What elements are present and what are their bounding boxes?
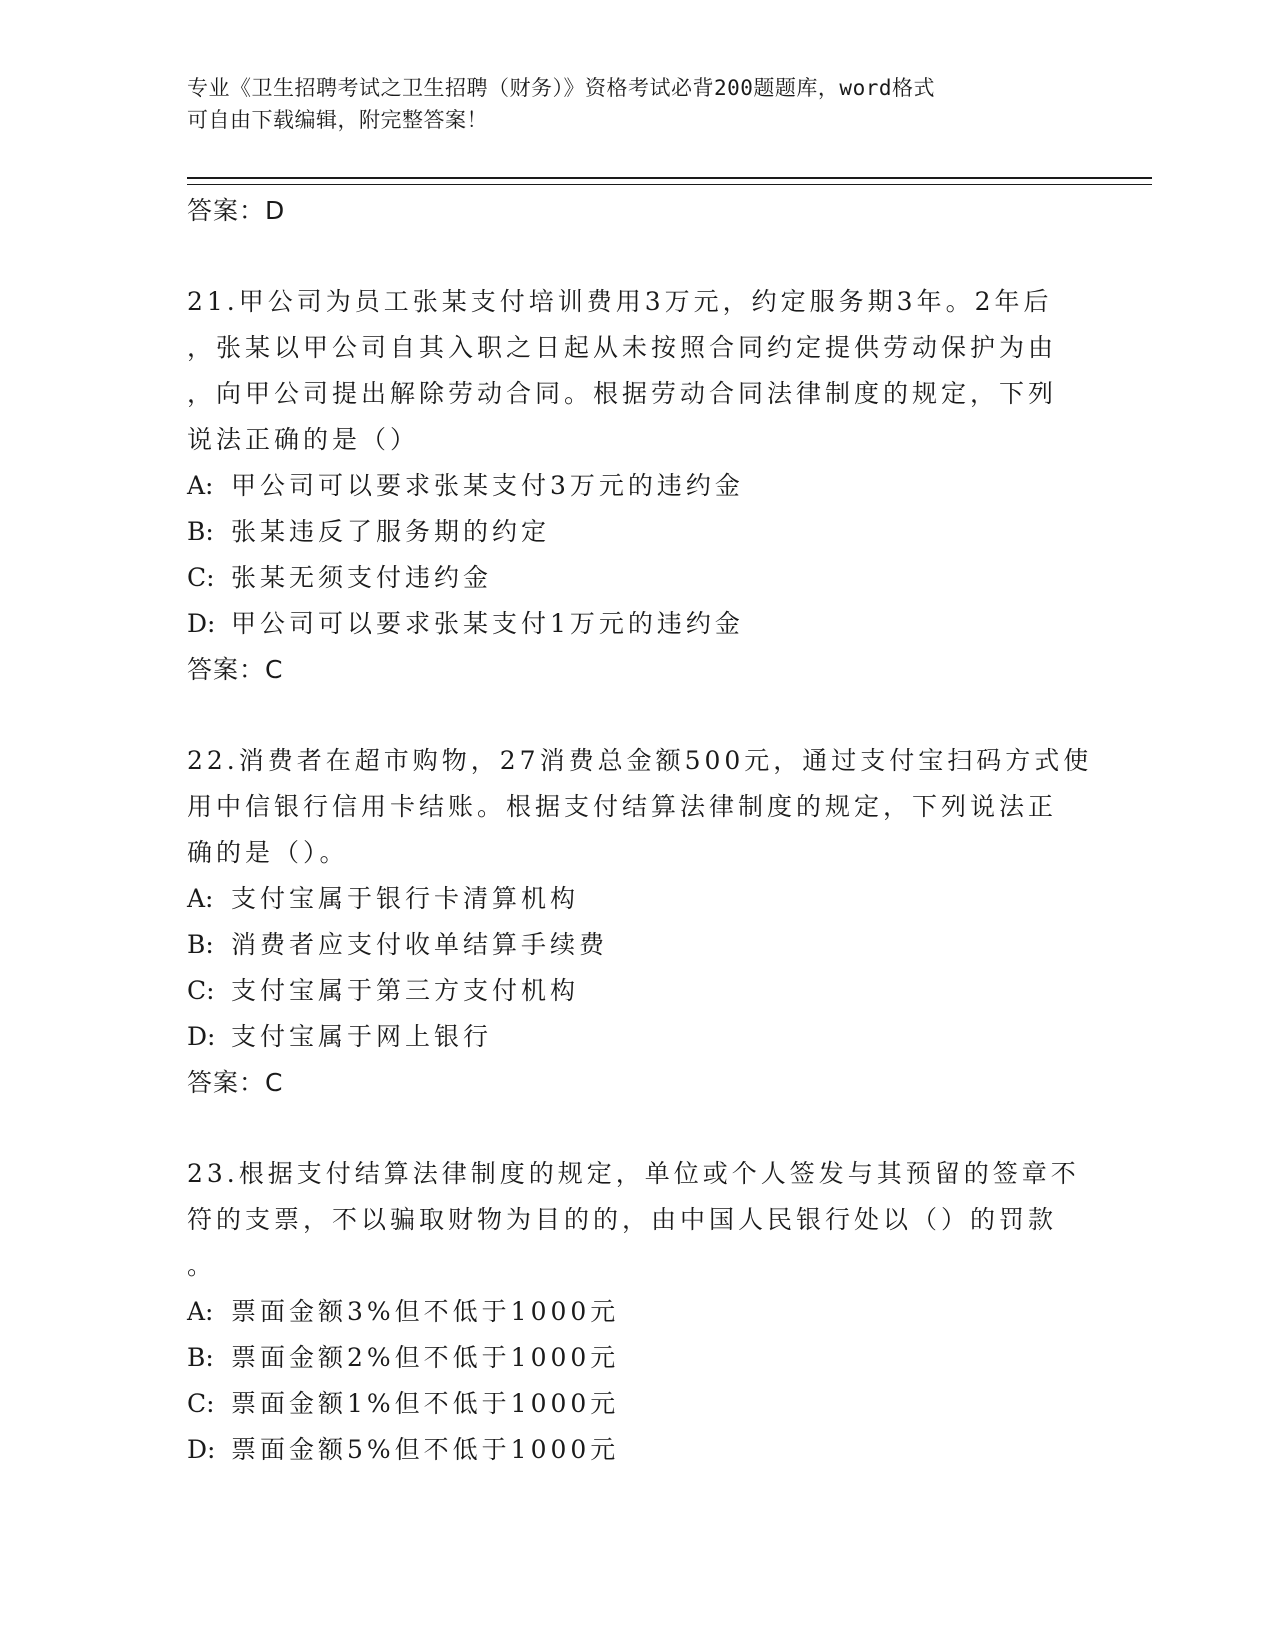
- option-text: 甲公司可以要求张某支付3万元的违约金: [231, 471, 744, 500]
- question-23: [187, 1151, 1087, 1473]
- document-body: [187, 188, 1093, 1473]
- option-text: 票面金额5%但不低于1000元: [231, 1435, 620, 1464]
- question-stem-line: 。: [187, 1251, 217, 1280]
- option-letter: A:: [187, 471, 214, 500]
- option-letter: C:: [187, 976, 215, 1005]
- question-stem-line: 说法正确的是（）: [187, 425, 420, 454]
- option-c: [187, 1381, 1087, 1427]
- question-21: [187, 279, 1087, 693]
- question-stem-line: ，张某以甲公司自其入职之日起从未按照合同约定提供劳动保护为由: [187, 333, 1058, 362]
- option-letter: C:: [187, 1389, 215, 1418]
- option-a: [187, 876, 1087, 922]
- spacer: [187, 1106, 1087, 1151]
- question-stem-line: 确的是（）。: [187, 838, 349, 867]
- question-stem-line: 21.甲公司为员工张某支付培训费用3万元，约定服务期3年。2年后: [187, 287, 1053, 316]
- option-letter: B:: [187, 1343, 214, 1372]
- option-letter: B:: [187, 930, 214, 959]
- option-letter: D:: [187, 1022, 216, 1051]
- question-stem-line: 符的支票，不以骗取财物为目的的，由中国人民银行处以（）的罚款: [187, 1205, 1058, 1234]
- page-header: [187, 72, 1087, 136]
- answer-text: 答案：D: [187, 196, 286, 225]
- option-b: [187, 922, 1087, 968]
- header-divider: [187, 177, 1152, 185]
- option-letter: C:: [187, 563, 215, 592]
- option-b: [187, 1335, 1087, 1381]
- option-d: [187, 1427, 1087, 1473]
- answer-text: 答案：C: [187, 1068, 284, 1097]
- option-c: [187, 968, 1087, 1014]
- question-22: [187, 738, 1093, 1106]
- option-text: 票面金额1%但不低于1000元: [231, 1389, 620, 1418]
- question-stem-line: 用中信银行信用卡结账。根据支付结算法律制度的规定，下列说法正: [187, 792, 1058, 821]
- option-text: 支付宝属于第三方支付机构: [231, 976, 580, 1005]
- question-stem-line: ，向甲公司提出解除劳动合同。根据劳动合同法律制度的规定，下列: [187, 379, 1058, 408]
- option-text: 甲公司可以要求张某支付1万元的违约金: [231, 609, 744, 638]
- option-letter: D:: [187, 609, 216, 638]
- spacer: [187, 693, 1087, 738]
- option-d: [187, 601, 1087, 647]
- option-text: 支付宝属于网上银行: [231, 1022, 493, 1051]
- option-letter: A:: [187, 1297, 214, 1326]
- header-line: 专业《卫生招聘考试之卫生招聘（财务）》资格考试必背200题题库，word格式: [187, 76, 935, 100]
- option-letter: D:: [187, 1435, 216, 1464]
- option-text: 票面金额2%但不低于1000元: [231, 1343, 620, 1372]
- option-letter: A:: [187, 884, 214, 913]
- question-stem-line: 22.消费者在超市购物，27消费总金额500元，通过支付宝扫码方式使: [187, 746, 1093, 775]
- option-c: [187, 555, 1087, 601]
- header-line: 可自由下载编辑，附完整答案！: [187, 108, 488, 132]
- option-text: 支付宝属于银行卡清算机构: [231, 884, 580, 913]
- answer-text: 答案：C: [187, 655, 284, 684]
- question-stem-line: 23.根据支付结算法律制度的规定，单位或个人签发与其预留的签章不: [187, 1159, 1080, 1188]
- option-text: 消费者应支付收单结算手续费: [231, 930, 609, 959]
- option-text: 票面金额3%但不低于1000元: [231, 1297, 620, 1326]
- option-text: 张某违反了服务期的约定: [231, 517, 551, 546]
- spacer: [187, 234, 1087, 279]
- option-a: [187, 1289, 1087, 1335]
- option-text: 张某无须支付违约金: [231, 563, 493, 592]
- option-b: [187, 509, 1087, 555]
- option-letter: B:: [187, 517, 214, 546]
- option-a: [187, 463, 1087, 509]
- option-d: [187, 1014, 1087, 1060]
